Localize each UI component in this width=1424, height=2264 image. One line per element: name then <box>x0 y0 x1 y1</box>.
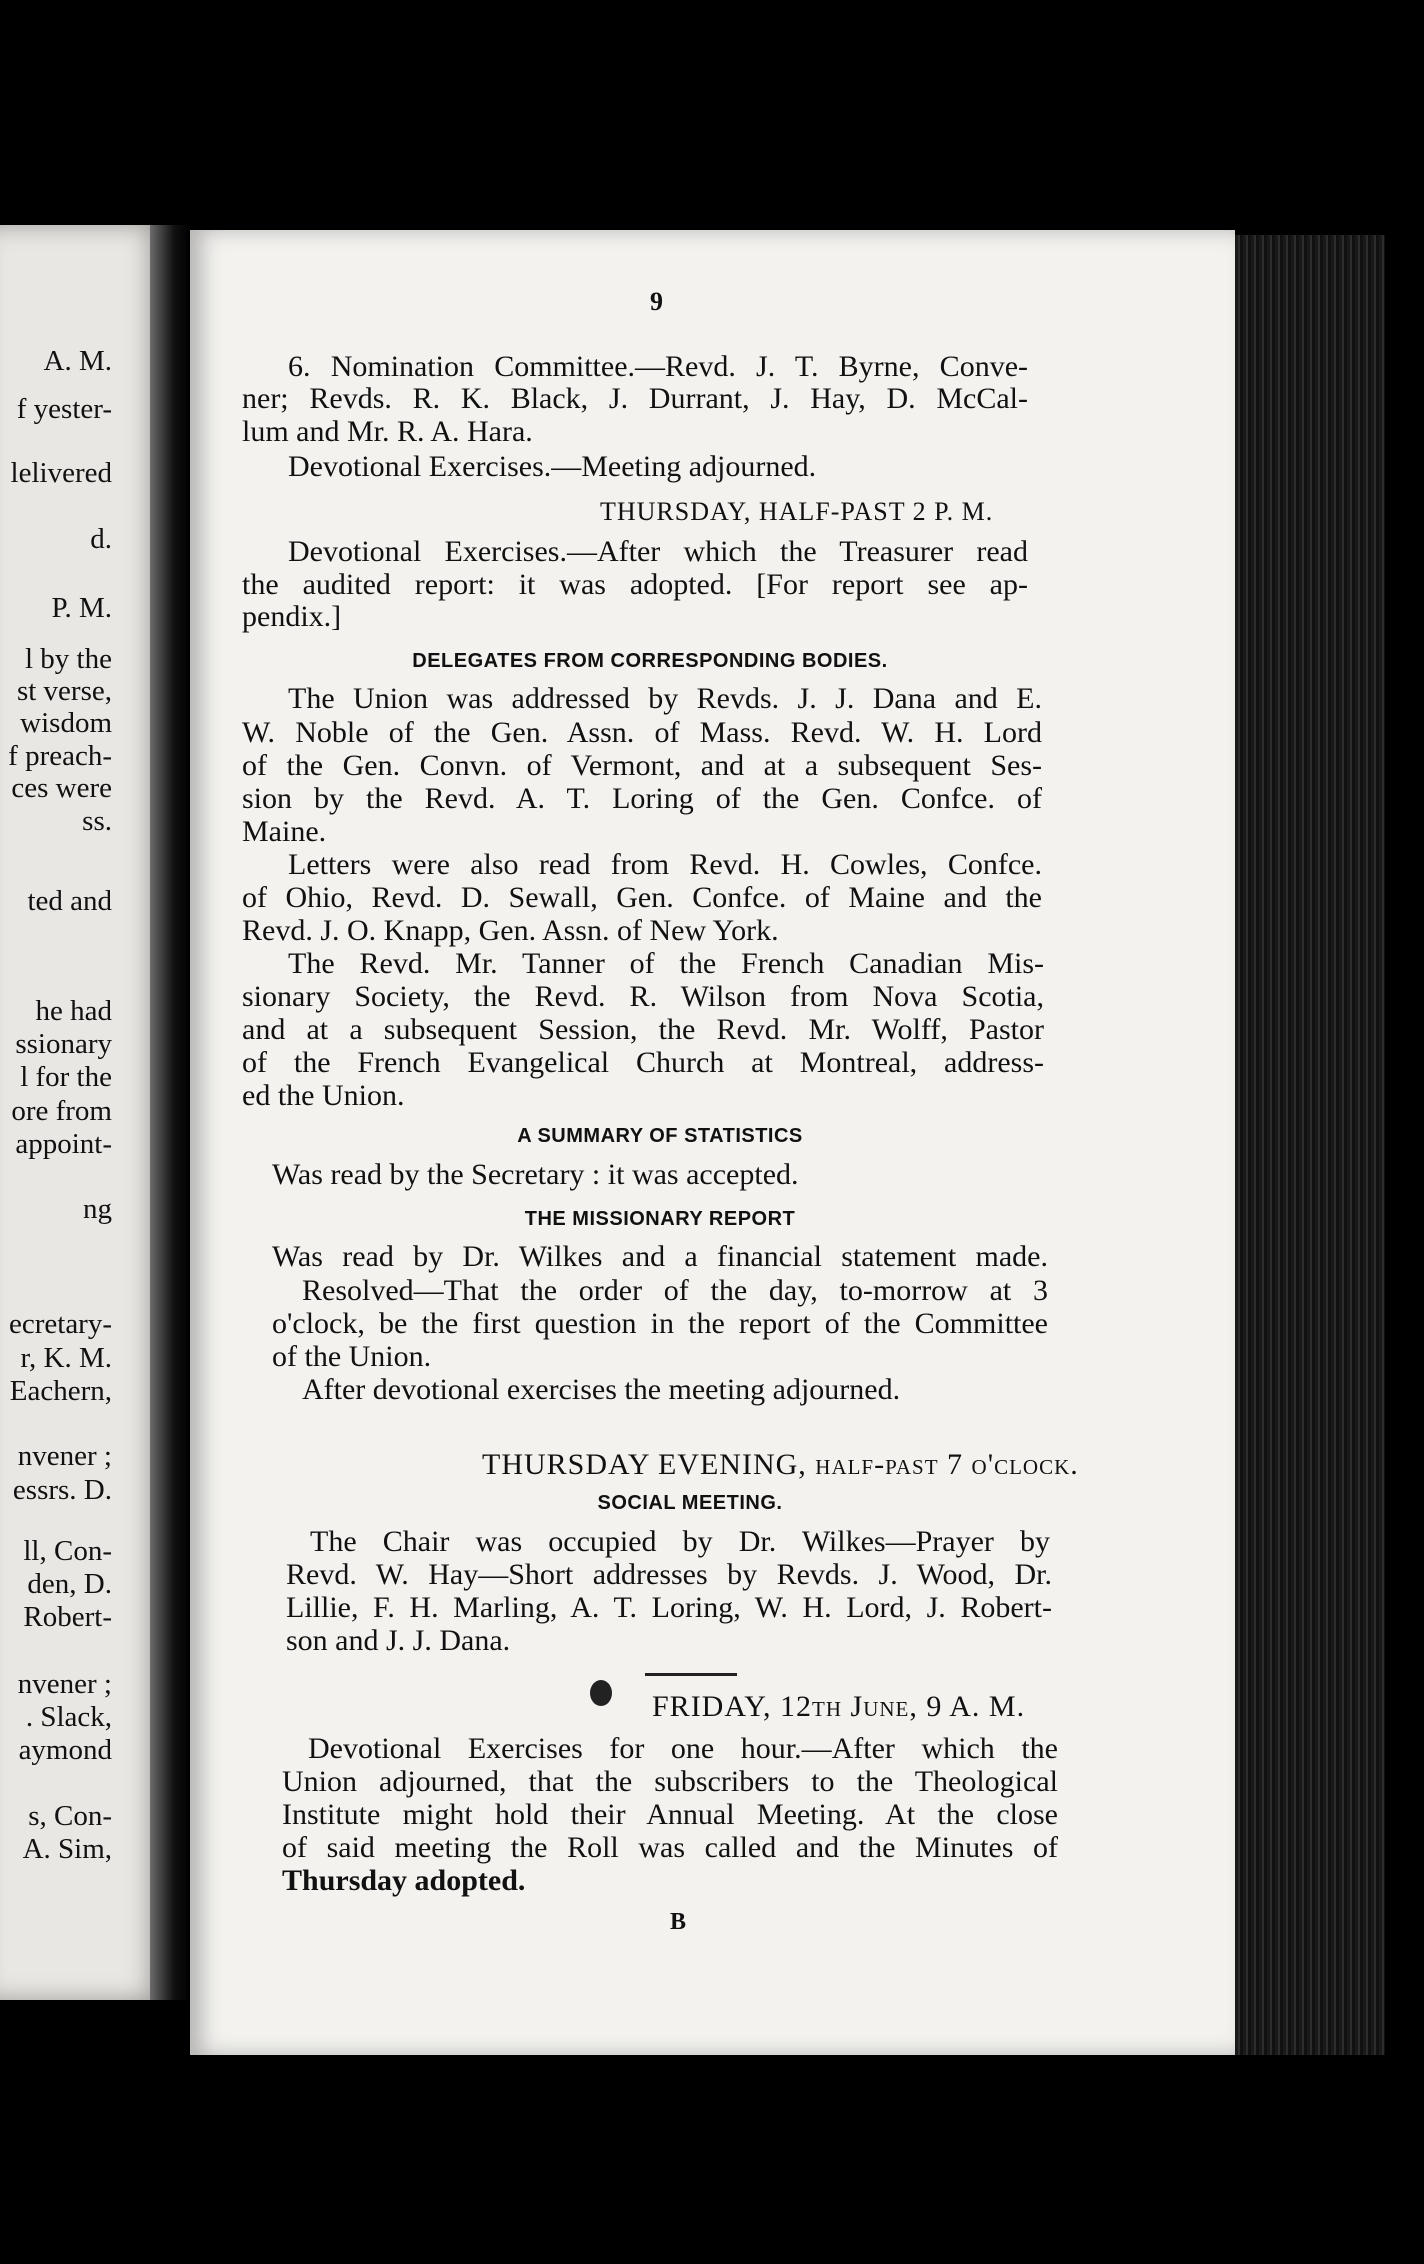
text-line: Was read by Dr. Wilkes and a financial statement made. <box>272 1240 1048 1273</box>
text-line: Union adjourned, that the subscribers to the Theological <box>282 1765 1058 1798</box>
left-line: ces were <box>11 772 112 804</box>
left-line: Robert- <box>23 1601 112 1633</box>
session-heading: FRIDAY, 12th June, 9 A. M. <box>652 1690 1026 1723</box>
section-heading: DELEGATES FROM CORRESPONDING BODIES. <box>412 650 888 672</box>
text-line: ed the Union. <box>242 1079 405 1112</box>
left-line: l by the <box>25 643 112 675</box>
main-page <box>190 230 1235 2055</box>
text-line: and at a subsequent Session, the Revd. Mr. Wolff, Pastor <box>242 1013 1044 1046</box>
text-line: Lillie, F. H. Marling, A. T. Loring, W. H. Lord, J. Robert- <box>286 1591 1052 1624</box>
left-line: s, Con- <box>28 1800 112 1832</box>
section-heading: THE MISSIONARY REPORT <box>524 1208 796 1230</box>
session-heading: THURSDAY, HALF-PAST 2 P. M. <box>600 497 994 526</box>
section-rule <box>645 1673 737 1676</box>
text-line: Was read by the Secretary : it was accepted. <box>272 1158 799 1191</box>
text-line: Resolved—That the order of the day, to-morrow at 3 <box>302 1274 1048 1307</box>
book-gutter <box>150 225 190 2000</box>
section-heading: A SUMMARY OF STATISTICS <box>517 1125 803 1147</box>
left-line: aymond <box>18 1734 112 1766</box>
text-line: of Ohio, Revd. D. Sewall, Gen. Confce. of Maine and the <box>242 881 1042 914</box>
left-line: nvener ; <box>17 1440 112 1472</box>
text-line: ner; Revds. R. K. Black, J. Durrant, J. Hay, D. McCal- <box>242 382 1028 415</box>
left-line: Eachern, <box>9 1375 112 1407</box>
text-line: Devotional Exercises.—After which the Treasurer read <box>288 535 1028 568</box>
left-line: . Slack, <box>25 1701 112 1733</box>
left-line: ss. <box>82 805 112 837</box>
text-line: Devotional Exercises.—Meeting adjourned. <box>288 450 817 483</box>
left-line: d. <box>90 523 112 555</box>
text-line: Devotional Exercises for one hour.—After which the <box>308 1732 1058 1765</box>
signature-mark: B <box>670 1909 687 1935</box>
left-line: essrs. D. <box>12 1474 112 1506</box>
text-line: of the Gen. Convn. of Vermont, and at a subsequent Ses- <box>242 749 1042 782</box>
text-line: sion by the Revd. A. T. Loring of the Gen. Confce. of <box>242 782 1042 815</box>
text-line: Letters were also read from Revd. H. Cowles, Confce. <box>288 848 1042 881</box>
left-line: wisdom <box>20 707 112 739</box>
left-line: ll, Con- <box>23 1535 112 1567</box>
left-line: r, K. M. <box>20 1342 112 1374</box>
left-line: nvener ; <box>17 1668 112 1700</box>
text-line: After devotional exercises the meeting adjourned. <box>302 1373 901 1406</box>
left-line: f yester- <box>16 393 112 425</box>
left-line: lelivered <box>10 457 112 489</box>
left-line: P. M. <box>51 592 112 624</box>
text-line: Revd. W. Hay—Short addresses by Revds. J. Wood, Dr. <box>286 1558 1052 1591</box>
text-line: of the Union. <box>272 1340 432 1373</box>
left-line: appoint- <box>15 1128 112 1160</box>
session-heading: THURSDAY EVENING, half-past 7 o'clock. <box>482 1448 1079 1481</box>
page-block-edge <box>1235 235 1385 2055</box>
left-facing-page <box>0 225 168 2000</box>
text-line: the audited report: it was adopted. [For report see ap- <box>242 568 1028 601</box>
text-line: Maine. <box>242 815 327 848</box>
text-line: The Revd. Mr. Tanner of the French Canadian Mis- <box>288 947 1044 980</box>
left-line: ng <box>83 1193 112 1225</box>
left-line: he had <box>35 995 112 1027</box>
text-line: 6. Nomination Committee.—Revd. J. T. Byrne, Conve- <box>288 350 1028 383</box>
text-line: W. Noble of the Gen. Assn. of Mass. Revd. W. H. Lord <box>242 716 1042 749</box>
text-line: The Chair was occupied by Dr. Wilkes—Prayer by <box>310 1525 1050 1558</box>
left-line: A. Sim, <box>22 1833 112 1865</box>
text-line: Institute might hold their Annual Meeting. At the close <box>282 1798 1058 1831</box>
left-line: ted and <box>27 885 112 917</box>
text-line: pendix.] <box>242 600 342 633</box>
page-number: 9 <box>650 287 663 316</box>
left-line: l for the <box>20 1061 112 1093</box>
text-line: son and J. J. Dana. <box>286 1624 511 1657</box>
left-line: A. M. <box>43 345 112 377</box>
left-line: ssionary <box>15 1028 112 1060</box>
left-line: den, D. <box>27 1568 112 1600</box>
text-line: Revd. J. O. Knapp, Gen. Assn. of New York. <box>242 914 779 947</box>
text-line: of said meeting the Roll was called and the Minutes of <box>282 1831 1058 1864</box>
text-line: sionary Society, the Revd. R. Wilson from Nova Scotia, <box>242 980 1044 1013</box>
text-line: of the French Evangelical Church at Montreal, address- <box>242 1046 1044 1079</box>
section-heading: SOCIAL MEETING. <box>597 1492 783 1514</box>
text-line: Thursday adopted. <box>282 1864 526 1897</box>
left-line: f preach- <box>8 740 112 772</box>
text-line: o'clock, be the first question in the report of the Committee <box>272 1307 1048 1340</box>
left-line: ecretary- <box>8 1308 112 1340</box>
left-line: st verse, <box>16 675 112 707</box>
text-line: The Union was addressed by Revds. J. J. Dana and E. <box>288 682 1042 715</box>
left-line: ore from <box>11 1095 112 1127</box>
text-line: lum and Mr. R. A. Hara. <box>242 415 533 448</box>
ink-blot <box>590 1680 612 1706</box>
